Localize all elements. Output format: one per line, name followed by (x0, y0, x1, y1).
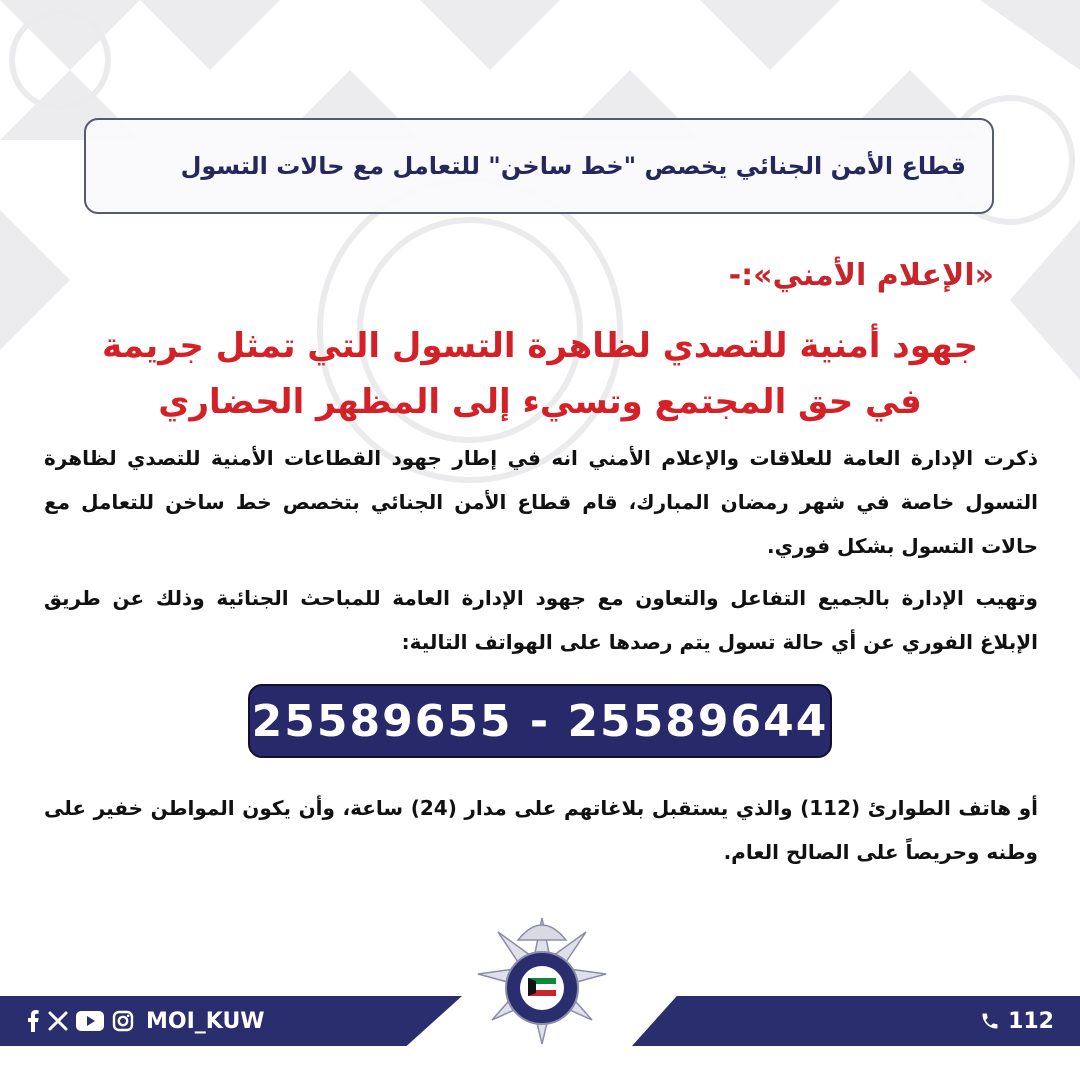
headline-box (84, 118, 994, 214)
source-attribution: «الإعلام الأمني»:- (728, 258, 994, 293)
youtube-icon[interactable] (76, 1011, 104, 1031)
main-title-line-2: في حق المجتمع وتسيء إلى المظهر الحضاري (158, 382, 922, 422)
phone-numbers-box (248, 684, 832, 758)
main-title (50, 318, 1030, 430)
social-links (26, 996, 265, 1046)
headline: قطاع الأمن الجنائي يخصص "خط ساخن" للتعامل مع حالات التسول (180, 152, 966, 180)
facebook-icon[interactable] (26, 1010, 40, 1032)
paragraph-appeal: وتهيب الإدارة بالجميع التفاعل والتعاون مع جهود الإدارة العامة للمباحث الجنائية وذلك عن طريق الإبلاغ الفوري عن أي حالة تسول يتم رصدها على الهواتف التالية: (44, 586, 1038, 654)
kuwait-police-emblem (474, 914, 610, 1064)
social-handle[interactable]: MOI_KUW (146, 1008, 265, 1034)
paragraph-emergency: أو هاتف الطوارئ (112) والذي يستقبل بلاغاتهم على مدار (24) ساعة، وأن يكون المواطن خفير على وطنه وحريصاً على الصالح العام. (44, 796, 1039, 864)
x-icon[interactable] (48, 1011, 68, 1031)
hotline (980, 996, 1054, 1046)
phone-icon (980, 1011, 1000, 1031)
instagram-icon[interactable] (112, 1010, 134, 1032)
phone-numbers: 25589655 - 25589644 (251, 695, 829, 747)
paragraph-intro: ذكرت الإدارة العامة للعلاقات والإعلام الأمني انه في إطار جهود القطاعات الأمنية للتصدي لظاهرة التسول خاصة في شهر رمضان المبارك، قام قطاع الأمن الجنائي بتخصص خط ساخن للتعامل مع حالات التسول بشكل فوري. (44, 446, 1038, 558)
hotline-number: 112 (1008, 1008, 1054, 1034)
main-title-line-1: جهود أمنية للتصدي لظاهرة التسول التي تمثل جريمة (102, 326, 978, 366)
